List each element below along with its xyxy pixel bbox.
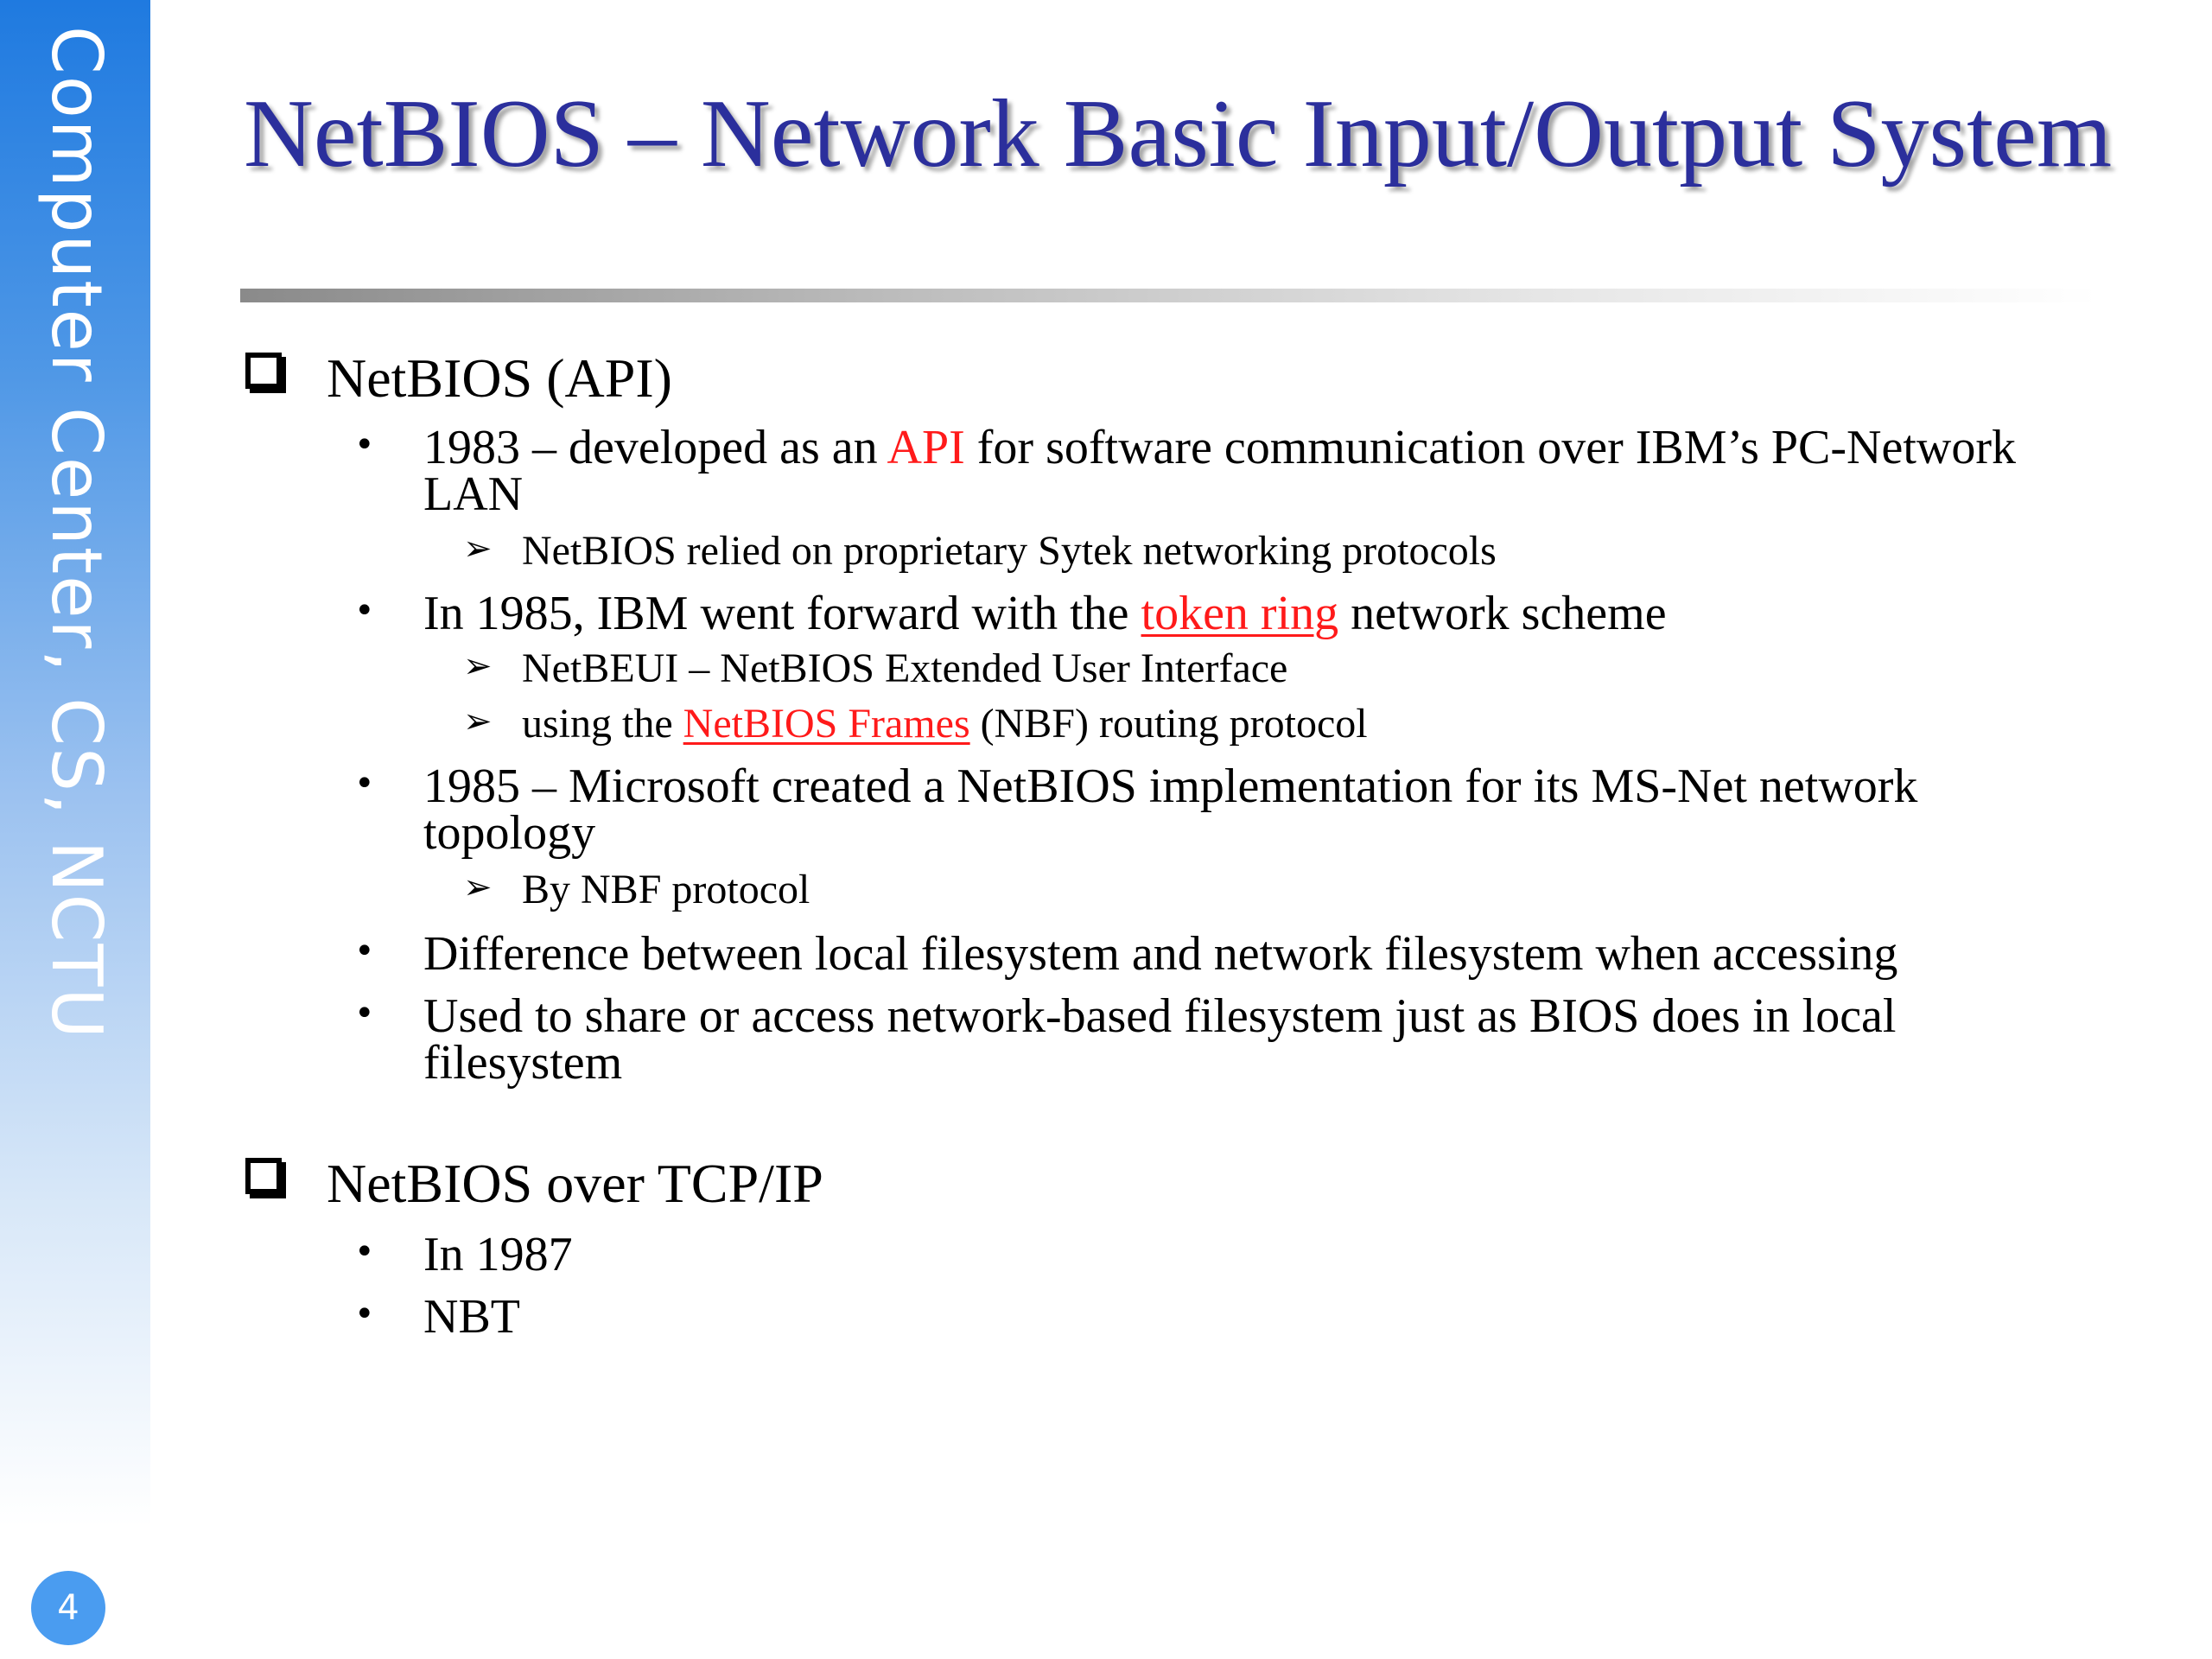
item-text: 1983 – developed as an bbox=[423, 421, 887, 474]
sub-list-item: By NBF protocol bbox=[522, 867, 810, 912]
bullet-dot-icon: • bbox=[354, 994, 375, 1033]
list-item: In 1987 bbox=[423, 1228, 573, 1281]
list-item: 1985 – Microsoft created a NetBIOS implementation for its MS-Net network bbox=[423, 760, 1918, 813]
slide-title: NetBIOS – Network Basic Input/Output System bbox=[244, 80, 2113, 188]
list-item: Difference between local filesystem and network filesystem when accessing bbox=[423, 927, 1898, 981]
sub-list-item: NetBIOS relied on proprietary Sytek networking protocols bbox=[522, 528, 1497, 574]
bullet-dot-icon: • bbox=[354, 1294, 375, 1334]
netbios-frames-link[interactable]: NetBIOS Frames bbox=[683, 701, 970, 747]
list-item-continuation: topology bbox=[423, 806, 596, 860]
list-item: NBT bbox=[423, 1290, 520, 1344]
item-text: In 1985, IBM went forward with the bbox=[423, 587, 1141, 640]
sidebar-label: Computer Center, CS, NCTU bbox=[36, 26, 117, 1040]
list-item: Used to share or access network-based filesystem just as BIOS does in local bbox=[423, 989, 1897, 1043]
token-ring-link[interactable]: token ring bbox=[1141, 587, 1339, 640]
section-heading: NetBIOS (API) bbox=[327, 347, 672, 409]
list-item-continuation: filesystem bbox=[423, 1036, 623, 1090]
item-text: using the bbox=[522, 701, 683, 747]
page-number-badge: 4 bbox=[31, 1571, 105, 1645]
section-heading: NetBIOS over TCP/IP bbox=[327, 1153, 823, 1214]
list-item-continuation: LAN bbox=[423, 467, 524, 521]
bullet-dot-icon: • bbox=[354, 591, 375, 631]
item-text: for software communication over IBM’s PC-Network bbox=[964, 421, 2016, 474]
checkbox-bullet-icon bbox=[245, 353, 282, 389]
arrow-bullet-icon: ➢ bbox=[463, 702, 493, 741]
sub-list-item: NetBEUI – NetBIOS Extended User Interface bbox=[522, 645, 1288, 691]
list-item bbox=[423, 589, 1667, 638]
bullet-dot-icon: • bbox=[354, 931, 375, 971]
arrow-bullet-icon: ➢ bbox=[463, 529, 493, 569]
list-item bbox=[423, 423, 2016, 472]
checkbox-bullet-icon bbox=[245, 1158, 282, 1194]
item-text: (NBF) routing protocol bbox=[969, 701, 1368, 747]
item-text: network scheme bbox=[1338, 587, 1667, 640]
item-highlight: API bbox=[887, 421, 965, 474]
bullet-dot-icon: • bbox=[354, 425, 375, 465]
arrow-bullet-icon: ➢ bbox=[463, 868, 493, 907]
bullet-dot-icon: • bbox=[354, 1232, 375, 1272]
bullet-dot-icon: • bbox=[354, 764, 375, 804]
arrow-bullet-icon: ➢ bbox=[463, 646, 493, 686]
sub-list-item bbox=[522, 700, 1368, 748]
